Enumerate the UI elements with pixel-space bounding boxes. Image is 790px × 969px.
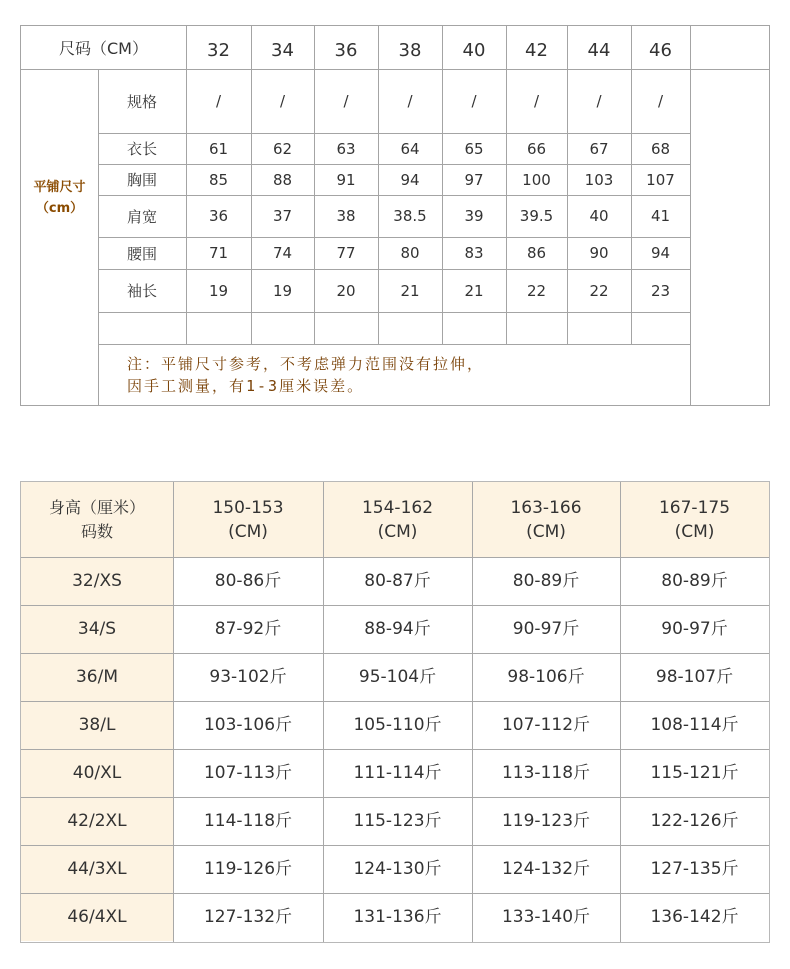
measure-value-cell: 67	[589, 139, 609, 158]
measure-row-label: 衣长	[126, 140, 157, 158]
measure-value-cell: 85	[208, 170, 229, 189]
weight-range-cell: 88-94斤	[364, 619, 431, 639]
measure-value-cell: 80	[400, 244, 420, 262]
size-header: 32	[207, 40, 230, 61]
divider	[21, 845, 769, 846]
height-unit: (CM)	[526, 521, 566, 542]
note-line-2: 因手工测量，有1-3厘米误差。	[127, 377, 365, 395]
measure-value-cell: 71	[208, 244, 229, 262]
measurement-note	[127, 353, 484, 397]
size-header: 34	[271, 40, 294, 61]
height-range: 167-175	[658, 497, 731, 518]
corner-size-label: 码数	[80, 521, 113, 541]
measure-value-cell	[251, 312, 314, 344]
height-weight-table	[20, 481, 770, 943]
measure-row-label	[98, 312, 186, 344]
weight-range-cell: 108-114斤	[650, 715, 739, 735]
weight-range-cell: 113-118斤	[501, 763, 591, 783]
height-range: 154-162	[361, 497, 434, 518]
measure-value-cell: 74	[272, 244, 293, 262]
weight-range-cell: 122-126斤	[650, 811, 739, 831]
measure-value-cell: 68	[650, 139, 671, 158]
divider	[472, 482, 473, 942]
divider	[21, 701, 769, 702]
measure-value-cell: /	[343, 92, 349, 110]
measure-value-cell: 66	[526, 139, 547, 158]
weight-range-cell: 98-106斤	[507, 667, 585, 687]
measure-value-cell	[631, 312, 690, 344]
measure-value-cell	[442, 312, 506, 344]
measure-row-label: 腰围	[126, 244, 157, 263]
weight-range-cell: 87-92斤	[214, 619, 282, 639]
weight-range-cell: 80-86斤	[214, 571, 282, 591]
measure-value-cell: 83	[464, 244, 484, 262]
measure-value-cell: 64	[400, 139, 420, 158]
weight-range-cell: 119-123斤	[501, 811, 591, 831]
measure-value-cell: 62	[272, 139, 293, 158]
weight-range-cell: 80-89斤	[661, 571, 728, 591]
measure-row-label: 袖长	[126, 282, 157, 300]
size-header: 38	[398, 40, 422, 61]
measure-value-cell: 94	[650, 244, 671, 262]
measure-value-cell: /	[279, 92, 286, 110]
size-header: 42	[525, 40, 548, 61]
weight-range-cell: 90-97斤	[512, 619, 580, 639]
measure-value-cell: 63	[336, 139, 356, 158]
measure-value-cell	[567, 312, 631, 344]
height-range: 163-166	[510, 497, 582, 518]
divider	[21, 749, 769, 750]
measure-value-cell: /	[596, 92, 602, 110]
measure-value-cell: 77	[336, 244, 356, 262]
measure-value-cell: 39	[464, 207, 484, 225]
measure-value-cell: 97	[464, 170, 484, 189]
height-unit: (CM)	[674, 521, 715, 542]
height-column-header	[173, 482, 323, 557]
measure-value-cell: 100	[522, 170, 551, 189]
measure-value-cell: 20	[336, 281, 356, 300]
measure-value-cell: /	[215, 92, 222, 110]
measure-value-cell: 19	[272, 281, 293, 300]
size-header: 36	[334, 40, 358, 61]
measure-row-label: 规格	[126, 92, 157, 111]
height-range: 150-153	[212, 497, 284, 518]
weight-range-cell: 98-107斤	[655, 667, 734, 687]
divider	[21, 557, 769, 558]
measure-value-cell: 21	[464, 281, 484, 300]
size-row-header: 32/XS	[21, 557, 173, 605]
height-unit: (CM)	[377, 521, 418, 542]
weight-range-cell: 93-102斤	[209, 667, 287, 687]
divider	[21, 893, 769, 894]
weight-range-cell: 133-140斤	[501, 907, 591, 927]
divider	[690, 26, 691, 405]
measure-value-cell: 61	[208, 139, 229, 158]
measure-row-label: 胸围	[126, 171, 157, 189]
divider	[21, 797, 769, 798]
measure-value-cell: 22	[526, 281, 547, 300]
divider	[21, 605, 769, 606]
measure-value-cell: 103	[584, 170, 614, 189]
weight-range-cell: 105-110斤	[353, 715, 442, 735]
weight-range-cell: 127-132斤	[203, 907, 293, 927]
measure-value-cell: /	[533, 92, 540, 110]
weight-range-cell: 124-132斤	[501, 859, 591, 879]
measure-value-cell: 40	[589, 207, 609, 225]
measure-value-cell: 38.5	[393, 207, 427, 225]
measure-value-cell: 39.5	[519, 207, 554, 225]
size-row-header: 46/4XL	[21, 893, 173, 941]
measure-row-label: 肩宽	[126, 207, 157, 226]
measure-value-cell: /	[407, 92, 413, 110]
weight-range-cell: 115-121斤	[650, 763, 739, 783]
measure-value-cell: 23	[650, 281, 671, 300]
divider	[173, 482, 174, 942]
size-row-header: 44/3XL	[21, 845, 173, 893]
measure-value-cell: 91	[336, 170, 356, 189]
size-header: 44	[587, 40, 611, 61]
divider	[323, 482, 324, 942]
weight-range-cell: 111-114斤	[353, 763, 442, 783]
measure-value-cell	[314, 312, 378, 344]
corner-header-cell	[21, 482, 173, 557]
weight-range-cell: 103-106斤	[203, 715, 293, 735]
note-line-1: 注：平铺尺寸参考，不考虑弹力范围没有拉伸，	[127, 355, 485, 373]
weight-range-cell: 90-97斤	[661, 619, 728, 639]
weight-range-cell: 107-113斤	[203, 763, 293, 783]
flat-measure-side-label	[21, 176, 98, 220]
corner-height-label: 身高（厘米）	[48, 497, 145, 517]
side-label-line2: （cm）	[35, 201, 84, 216]
measure-value-cell: 65	[464, 139, 484, 158]
size-header: 46	[649, 40, 672, 61]
measure-value-cell: 21	[400, 281, 420, 300]
size-header: 40	[462, 40, 486, 61]
measure-value-cell: /	[471, 92, 477, 110]
measure-value-cell: 41	[650, 207, 671, 225]
measure-value-cell: 94	[400, 170, 420, 189]
size-row-header: 38/L	[21, 701, 173, 749]
divider	[98, 344, 690, 345]
measure-value-cell: 86	[526, 244, 547, 262]
weight-range-cell: 136-142斤	[650, 907, 739, 927]
size-row-header: 40/XL	[21, 749, 173, 797]
weight-range-cell: 114-118斤	[203, 811, 293, 831]
measure-value-cell: /	[657, 92, 664, 110]
size-row-header: 34/S	[21, 605, 173, 653]
measure-value-cell: 37	[272, 207, 293, 225]
measure-value-cell	[186, 312, 251, 344]
measure-value-cell	[506, 312, 567, 344]
divider	[21, 653, 769, 654]
weight-range-cell: 119-126斤	[203, 859, 293, 879]
weight-range-cell: 127-135斤	[650, 859, 739, 879]
measure-value-cell: 88	[272, 170, 293, 189]
divider	[620, 482, 621, 942]
weight-range-cell: 95-104斤	[358, 667, 437, 687]
measure-value-cell: 19	[208, 281, 229, 300]
measure-value-cell	[378, 312, 442, 344]
measure-value-cell: 22	[589, 281, 609, 300]
measure-value-cell: 36	[208, 207, 229, 225]
side-label-line1: 平铺尺寸	[33, 180, 86, 195]
flat-measurement-table	[20, 25, 770, 406]
measure-value-cell: 38	[336, 207, 356, 225]
size-row-header: 42/2XL	[21, 797, 173, 845]
weight-range-cell: 124-130斤	[353, 859, 442, 879]
weight-range-cell: 107-112斤	[501, 715, 591, 735]
height-column-header	[620, 482, 769, 557]
size-header-label: 尺码（CM）	[59, 39, 148, 58]
weight-range-cell: 131-136斤	[353, 907, 442, 927]
weight-range-cell: 80-87斤	[364, 571, 431, 591]
height-column-header	[472, 482, 620, 557]
height-column-header	[323, 482, 472, 557]
weight-range-cell: 80-89斤	[512, 571, 580, 591]
measure-value-cell: 107	[646, 170, 675, 189]
measure-value-cell: 90	[589, 244, 609, 262]
size-row-header: 36/M	[21, 653, 173, 701]
weight-range-cell: 115-123斤	[353, 811, 442, 831]
height-unit: (CM)	[228, 521, 268, 542]
